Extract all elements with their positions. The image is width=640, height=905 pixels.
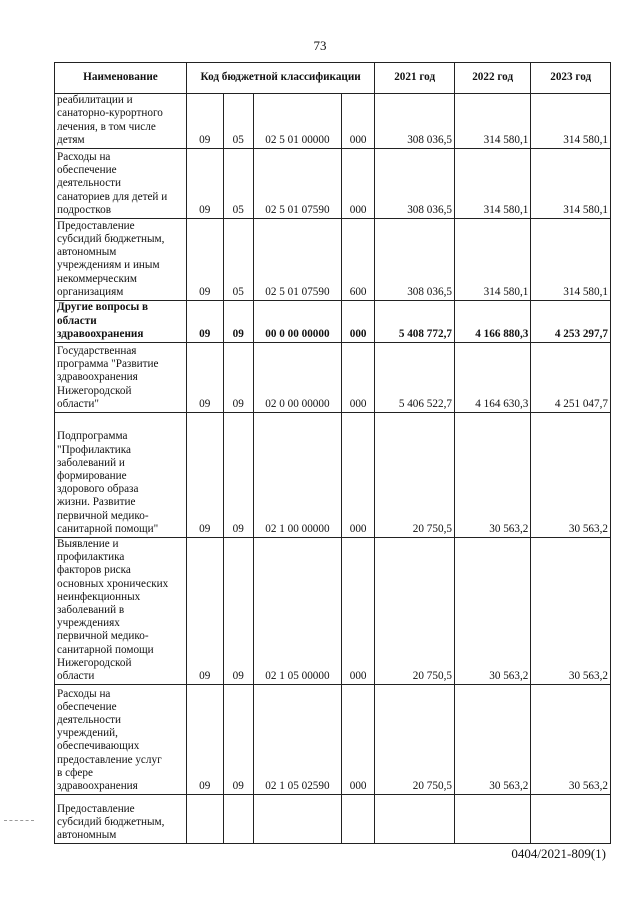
value-2022: 30 563,2 [454, 538, 530, 685]
code-target: 00 0 00 00000 [253, 301, 341, 343]
value-2023 [531, 795, 611, 844]
value-2023: 30 563,2 [531, 538, 611, 685]
value-2022: 314 580,1 [454, 149, 530, 219]
value-2021: 308 036,5 [375, 94, 455, 149]
code-section: 09 [186, 219, 223, 301]
code-subsection [223, 795, 253, 844]
value-2021: 5 406 522,7 [375, 343, 455, 413]
code-subsection: 05 [223, 94, 253, 149]
value-2023: 314 580,1 [531, 219, 611, 301]
budget-table [54, 62, 611, 844]
header-name: Наименование [55, 63, 187, 94]
header-2021: 2021 год [375, 63, 455, 94]
code-section: 09 [186, 538, 223, 685]
code-subsection: 09 [223, 538, 253, 685]
value-2022 [454, 795, 530, 844]
code-section: 09 [186, 149, 223, 219]
code-section [186, 795, 223, 844]
page-number: 73 [313, 38, 327, 53]
code-expense-type: 000 [341, 685, 375, 795]
value-2023: 4 251 047,7 [531, 343, 611, 413]
row-name: Выявление и профилактика факторов риска основных хронических неинфекционных заболеваний в учреждениях первичной медико- санитарной помощи Нижегородской области [55, 538, 187, 685]
value-2023: 4 253 297,7 [531, 301, 611, 343]
code-target: 02 1 00 00000 [253, 413, 341, 538]
code-target: 02 5 01 07590 [253, 149, 341, 219]
table-row [55, 94, 611, 149]
code-expense-type: 000 [341, 343, 375, 413]
code-subsection: 05 [223, 149, 253, 219]
value-2021: 308 036,5 [375, 149, 455, 219]
code-expense-type [341, 795, 375, 844]
value-2022: 314 580,1 [454, 94, 530, 149]
code-subsection: 09 [223, 685, 253, 795]
code-section: 09 [186, 413, 223, 538]
value-2022: 4 164 630,3 [454, 343, 530, 413]
value-2022: 30 563,2 [454, 685, 530, 795]
row-name: Предоставление субсидий бюджетным, автономным учреждениям и иным некоммерческим организациям [55, 219, 187, 301]
code-section: 09 [186, 685, 223, 795]
table-row [55, 301, 611, 343]
value-2023: 30 563,2 [531, 685, 611, 795]
document-code: 0404/2021-809(1) [511, 846, 606, 861]
header-code: Код бюджетной классификации [186, 63, 374, 94]
code-expense-type: 000 [341, 149, 375, 219]
code-section: 09 [186, 343, 223, 413]
row-name: Предоставление субсидий бюджетным, автономным [55, 795, 187, 844]
code-expense-type: 000 [341, 538, 375, 685]
value-2022: 30 563,2 [454, 413, 530, 538]
code-target: 02 1 05 02590 [253, 685, 341, 795]
code-expense-type: 600 [341, 219, 375, 301]
table-body [55, 94, 611, 844]
table-row [55, 219, 611, 301]
code-expense-type: 000 [341, 94, 375, 149]
code-section: 09 [186, 94, 223, 149]
code-target: 02 1 05 00000 [253, 538, 341, 685]
value-2021: 20 750,5 [375, 413, 455, 538]
code-section: 09 [186, 301, 223, 343]
code-subsection: 09 [223, 343, 253, 413]
code-target: 02 0 00 00000 [253, 343, 341, 413]
value-2022: 314 580,1 [454, 219, 530, 301]
code-target: 02 5 01 00000 [253, 94, 341, 149]
row-name: Государственная программа "Развитие здравоохранения Нижегородской области" [55, 343, 187, 413]
margin-mark [4, 820, 34, 822]
header-row [55, 63, 611, 94]
code-subsection: 09 [223, 301, 253, 343]
header-2023: 2023 год [531, 63, 611, 94]
code-subsection: 09 [223, 413, 253, 538]
row-name: Расходы на обеспечение деятельности санаториев для детей и подростков [55, 149, 187, 219]
header-2022: 2022 год [454, 63, 530, 94]
code-target [253, 795, 341, 844]
value-2023: 30 563,2 [531, 413, 611, 538]
value-2021 [375, 795, 455, 844]
row-name: Подпрограмма "Профилактика заболеваний и формирование здорового образа жизни. Развитие первичной медико- санитарной помощи" [55, 413, 187, 538]
row-name: реабилитации и санаторно-курортного лечения, в том числе детям [55, 94, 187, 149]
value-2022: 4 166 880,3 [454, 301, 530, 343]
value-2021: 5 408 772,7 [375, 301, 455, 343]
code-expense-type: 000 [341, 301, 375, 343]
code-target: 02 5 01 07590 [253, 219, 341, 301]
table-row [55, 538, 611, 685]
value-2021: 20 750,5 [375, 538, 455, 685]
row-name: Другие вопросы в области здравоохранения [55, 301, 187, 343]
code-expense-type: 000 [341, 413, 375, 538]
value-2021: 20 750,5 [375, 685, 455, 795]
code-subsection: 05 [223, 219, 253, 301]
table-row [55, 795, 611, 844]
row-name: Расходы на обеспечение деятельности учреждений, обеспечивающих предоставление услуг в сфере здравоохранения [55, 685, 187, 795]
table-row [55, 413, 611, 538]
table-row [55, 343, 611, 413]
value-2023: 314 580,1 [531, 94, 611, 149]
value-2021: 308 036,5 [375, 219, 455, 301]
table-row [55, 685, 611, 795]
value-2023: 314 580,1 [531, 149, 611, 219]
table-row [55, 149, 611, 219]
